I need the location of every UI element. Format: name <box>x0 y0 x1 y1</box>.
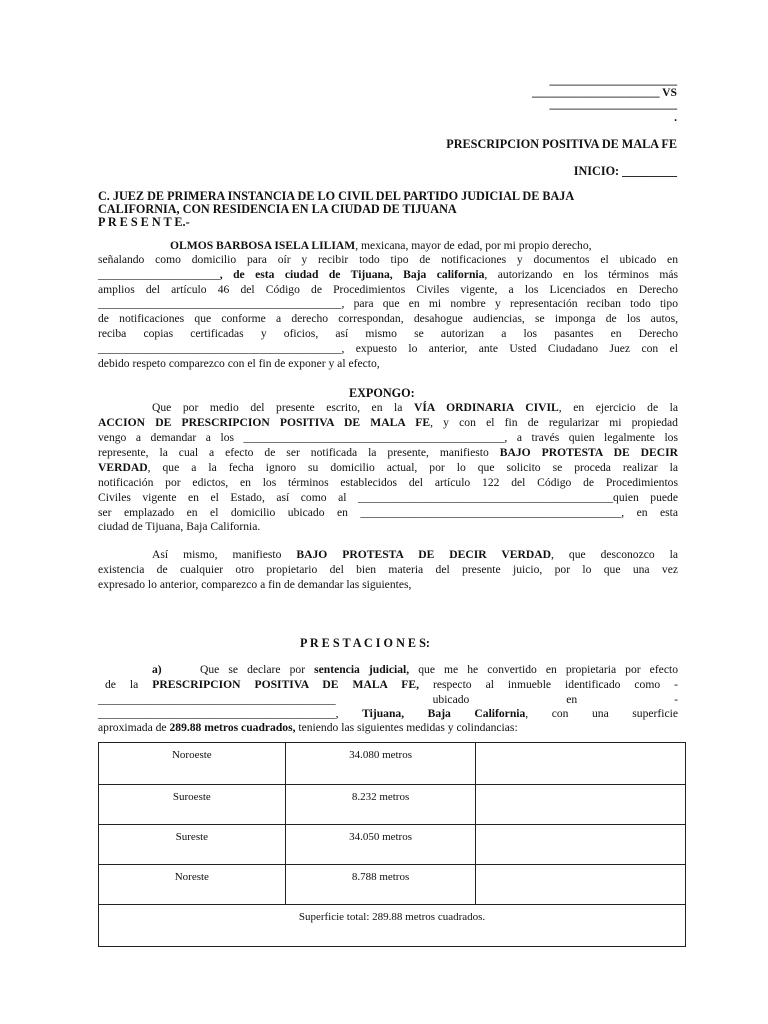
item-a-line-1-b: que me he convertido en propietaria por efecto <box>409 663 678 676</box>
via-ordinaria: VÍA ORDINARIA CIVIL <box>413 401 559 414</box>
item-a-line-1 <box>200 663 678 677</box>
superficie-bold: 289.88 metros cuadrados, <box>169 721 296 734</box>
prescripcion-bold: PRESCRIPCION POSITIVA DE MALA FE, <box>152 678 419 691</box>
verdad-bold: VERDAD <box>98 461 148 474</box>
address-blank: _____________________ <box>98 268 220 281</box>
item-a-line-2-b: respecto al inmueble identificado como - <box>418 678 679 691</box>
measurements-table <box>98 742 686 947</box>
direction-cell: Noreste <box>99 865 286 905</box>
length-cell: 8.232 metros <box>285 785 476 825</box>
expongo-line-2-text: , y con el fin de regularizar mi propiedad <box>430 416 678 429</box>
length-cell: 34.080 metros <box>285 743 476 785</box>
expongo-line-4-a: represente, la cual a efecto de ser notificada la presente, manifiesto <box>98 446 500 459</box>
length-cell: 34.050 metros <box>285 825 476 865</box>
intro-line-2: señalando como domicilio para oír y recibir todo tipo de notificaciones y documentos el ubicado en <box>98 253 678 266</box>
intro-line-5: __________________________________________, para que en mi nombre y representación reciban todo tipo <box>98 297 678 310</box>
boundary-cell <box>476 865 686 905</box>
boundary-cell <box>476 785 686 825</box>
intro-line-3 <box>98 268 678 282</box>
petitioner-name: OLMOS BARBOSA ISELA LILIAM <box>170 239 356 252</box>
length-cell: 8.788 metros <box>285 865 476 905</box>
expongo-line-2 <box>98 416 678 430</box>
item-a-line-5-b: teniendo las siguientes medidas y colindancias: <box>295 721 518 734</box>
expongo-line-9: ciudad de Tijuana, Baja California. <box>98 520 261 533</box>
expongo-line-1-b: , en ejercicio de la <box>558 401 678 414</box>
vs-label: ______________________ VS <box>531 86 677 99</box>
asimismo-line-1-b: , que desconozco la <box>551 548 678 561</box>
item-a-line-2 <box>105 678 678 692</box>
addressee-line-2: CALIFORNIA, CON RESIDENCIA EN LA CIUDAD DE TIJUANA <box>98 202 457 216</box>
intro-line-1 <box>170 239 678 253</box>
boundary-cell <box>476 743 686 785</box>
table-row <box>99 865 686 905</box>
header-period: . <box>674 111 677 124</box>
expongo-line-1-a: Que por medio del presente escrito, en la <box>152 401 414 414</box>
intro-line-3-text: , autorizando en los términos más <box>484 268 678 281</box>
inmueble-blank: _________________________________________, <box>98 707 363 720</box>
total-surface-cell: Superficie total: 289.88 metros cuadrados. <box>99 905 686 947</box>
item-a-line-5 <box>98 721 518 735</box>
expongo-heading: EXPONGO: <box>349 386 415 400</box>
sentencia-bold: sentencia judicial, <box>314 663 410 676</box>
item-a-line-4 <box>98 707 678 721</box>
boundary-cell <box>476 825 686 865</box>
item-a-line-1-a: Que se declare por <box>200 663 315 676</box>
protesta-bold-2: BAJO PROTESTA DE DECIR VERDAD <box>296 548 552 561</box>
asimismo-line-1-a: Así mismo, manifiesto <box>152 548 297 561</box>
expongo-line-8: ser emplazado en el domicilio ubicado en _____________________________________________, en esta <box>98 506 678 519</box>
city-bold: , de esta ciudad de Tijuana, Baja california <box>219 268 485 281</box>
asimismo-line-3: expresado lo anterior, comparezco a fin de demandar las siguientes, <box>98 578 412 591</box>
party-blank-1: ______________________ <box>549 74 677 87</box>
inicio-field: INICIO: _________ <box>573 164 677 178</box>
item-a-line-3: _________________________________________ ubicado en - <box>98 693 678 706</box>
item-a-line-4-text: , con una superficie <box>525 707 679 720</box>
table-row <box>99 743 686 785</box>
expongo-line-6: notificación por edictos, en los términos establecidos del artículo 122 del Código de Procedimientos <box>98 476 678 489</box>
table-row <box>99 825 686 865</box>
item-a-line-5-a: aproximada de <box>98 721 170 734</box>
expongo-line-7: Civiles vigente en el Estado, así como al ____________________________________________quien puede <box>98 491 678 504</box>
intro-line-4: amplios del artículo 46 del Código de Procedimientos Civiles vigente, a los Licenciados en Derecho <box>98 283 678 296</box>
document-title: PRESCRIPCION POSITIVA DE MALA FE <box>446 137 677 151</box>
party-blank-2: ______________________ <box>549 98 677 111</box>
intro-line-6: de notificaciones que conforme a derecho correspondan, desahogue audiencias, se imponga de los autos, <box>98 312 678 325</box>
expongo-line-5 <box>98 461 678 475</box>
intro-line-7: reciba copias certificadas y oficios, así mismo se autorizan a los pasantes en Derecho <box>98 327 678 340</box>
expongo-line-3: vengo a demandar a los _____________________________________________, a través quien legalmente los <box>98 431 678 444</box>
addressee-line-3: P R E S E N T E.- <box>98 215 190 229</box>
direction-cell: Noroeste <box>99 743 286 785</box>
item-a-line-2-a: de la <box>105 678 153 691</box>
asimismo-line-2: existencia de cualquier otro propietario del bien materia del presente juicio, por lo que una vez <box>98 563 678 576</box>
item-a-label: a) <box>152 663 162 676</box>
table-row <box>99 785 686 825</box>
table-total-row <box>99 905 686 947</box>
intro-line-1-text: , mexicana, mayor de edad, por mi propio derecho, <box>355 239 592 252</box>
direction-cell: Suroeste <box>99 785 286 825</box>
accion-bold: ACCION DE PRESCRIPCION POSITIVA DE MALA FE <box>98 416 431 429</box>
asimismo-line-1 <box>152 548 678 562</box>
expongo-line-1 <box>152 401 678 415</box>
tijuana-bold: Tijuana, Baja California <box>362 707 526 720</box>
addressee-line-1: C. JUEZ DE PRIMERA INSTANCIA DE LO CIVIL DEL PARTIDO JUDICIAL DE BAJA <box>98 189 575 203</box>
expongo-line-5-text: , que a la fecha ignoro su domicilio actual, por lo que solicito se proceda realizar la <box>147 461 678 474</box>
prestaciones-heading: P R E S T A C I O N E S: <box>300 636 430 650</box>
protesta-bold-1: BAJO PROTESTA DE DECIR <box>499 446 678 459</box>
direction-cell: Sureste <box>99 825 286 865</box>
intro-line-8: __________________________________________, expuesto lo anterior, ante Usted Ciudadano Juez con el <box>98 342 678 355</box>
expongo-line-4 <box>98 446 678 460</box>
intro-line-9: debido respeto comparezco con el fin de exponer y al efecto, <box>98 357 380 370</box>
